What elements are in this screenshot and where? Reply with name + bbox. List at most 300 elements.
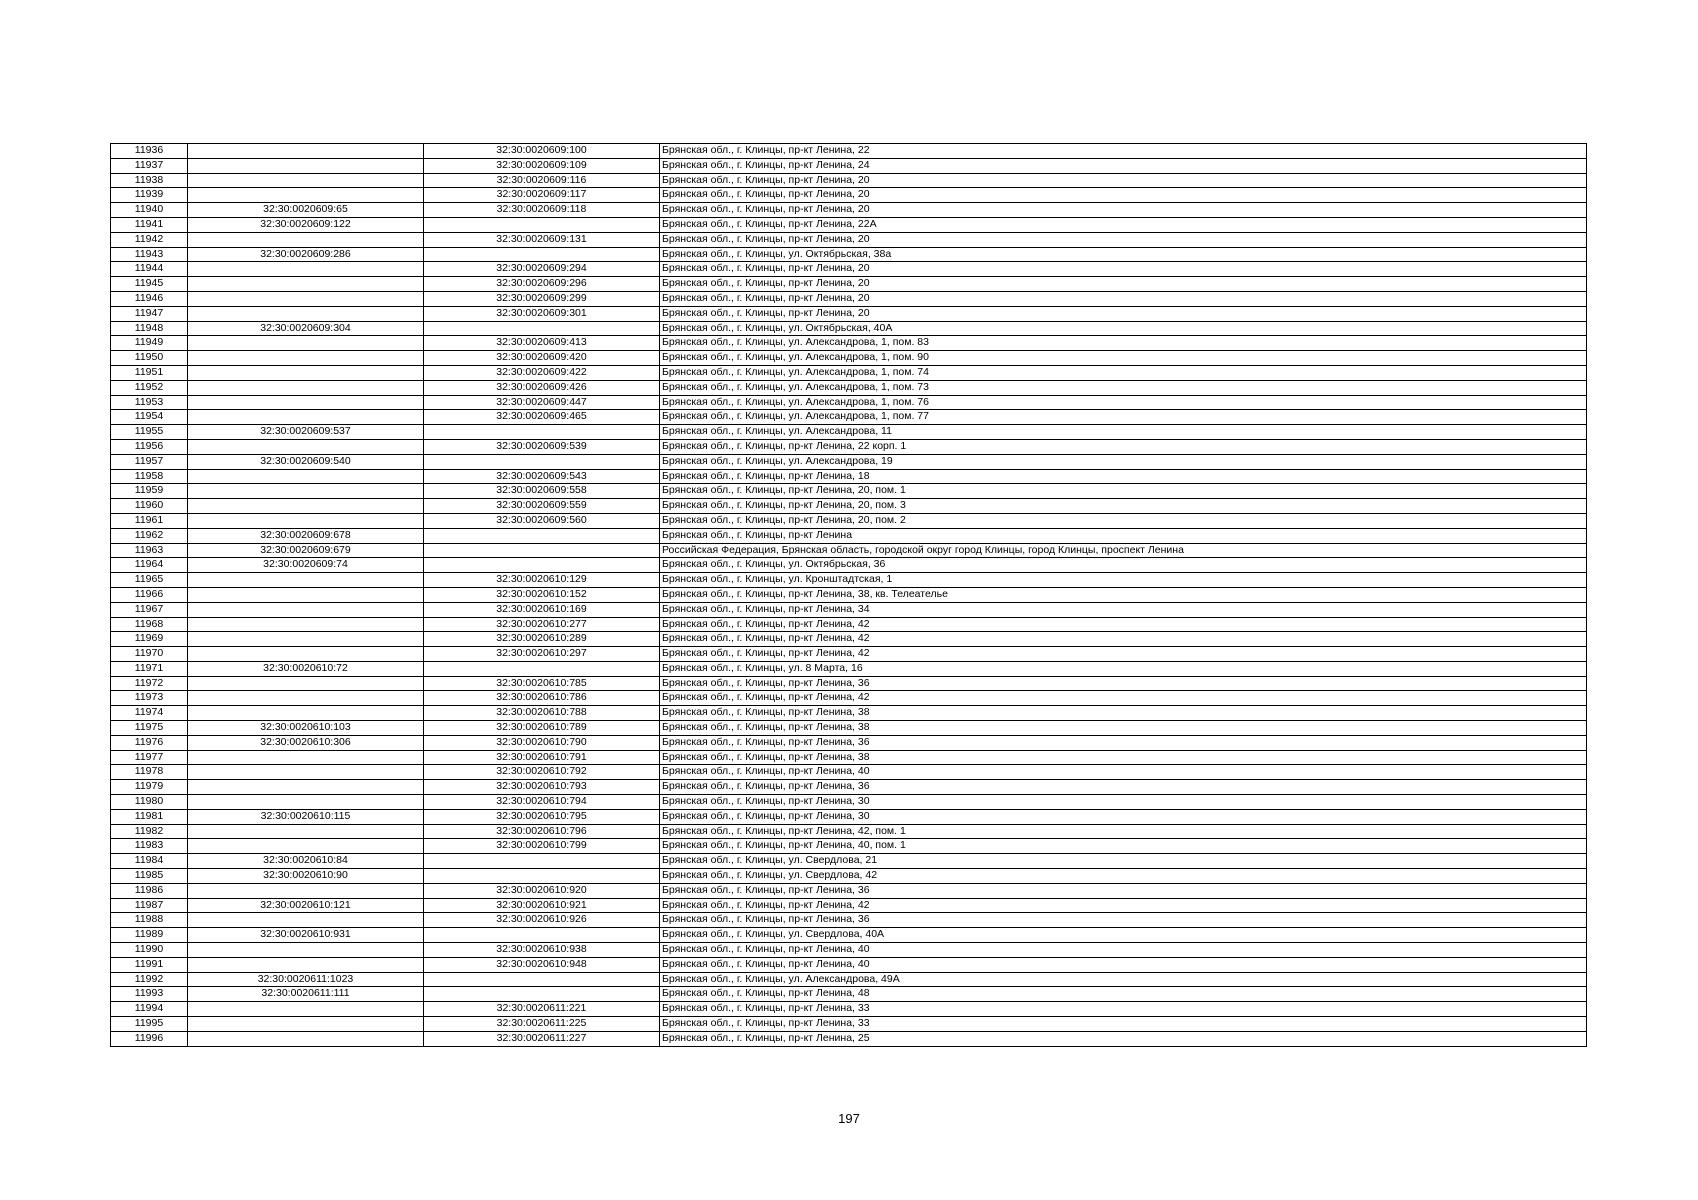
row-number-cell: 11954 <box>111 410 188 425</box>
row-number-cell: 11949 <box>111 336 188 351</box>
building-cadastral-cell: 32:30:0020610:796 <box>424 824 660 839</box>
address-cell: Брянская обл., г. Клинцы, пр-кт Ленина, 33 <box>660 1002 1587 1017</box>
building-cadastral-cell: 32:30:0020609:559 <box>424 499 660 514</box>
row-number-cell: 11995 <box>111 1017 188 1032</box>
land-cadastral-cell: 32:30:0020609:678 <box>188 528 424 543</box>
land-cadastral-cell <box>188 795 424 810</box>
address-cell: Брянская обл., г. Клинцы, ул. Свердлова, 40А <box>660 928 1587 943</box>
land-cadastral-cell <box>188 188 424 203</box>
address-cell: Брянская обл., г. Клинцы, пр-кт Ленина, 40 <box>660 957 1587 972</box>
building-cadastral-cell: 32:30:0020609:299 <box>424 291 660 306</box>
land-cadastral-cell <box>188 499 424 514</box>
building-cadastral-cell: 32:30:0020611:221 <box>424 1002 660 1017</box>
land-cadastral-cell <box>188 484 424 499</box>
land-cadastral-cell <box>188 336 424 351</box>
row-number-cell: 11948 <box>111 321 188 336</box>
land-cadastral-cell <box>188 602 424 617</box>
table-row <box>111 1002 1587 1017</box>
table-row <box>111 706 1587 721</box>
address-cell: Брянская обл., г. Клинцы, пр-кт Ленина, 36 <box>660 676 1587 691</box>
table-row <box>111 987 1587 1002</box>
row-number-cell: 11967 <box>111 602 188 617</box>
building-cadastral-cell: 32:30:0020610:793 <box>424 780 660 795</box>
building-cadastral-cell: 32:30:0020610:794 <box>424 795 660 810</box>
land-cadastral-cell: 32:30:0020609:65 <box>188 203 424 218</box>
land-cadastral-cell <box>188 573 424 588</box>
address-cell: Брянская обл., г. Клинцы, ул. Октябрьская, 36 <box>660 558 1587 573</box>
building-cadastral-cell: 32:30:0020609:100 <box>424 144 660 159</box>
address-cell: Брянская обл., г. Клинцы, пр-кт Ленина, 42 <box>660 617 1587 632</box>
table-row <box>111 528 1587 543</box>
land-cadastral-cell <box>188 1017 424 1032</box>
land-cadastral-cell <box>188 957 424 972</box>
row-number-cell: 11951 <box>111 365 188 380</box>
row-number-cell: 11972 <box>111 676 188 691</box>
table-row <box>111 558 1587 573</box>
address-cell: Брянская обл., г. Клинцы, пр-кт Ленина, 38, кв. Телеателье <box>660 587 1587 602</box>
building-cadastral-cell <box>424 869 660 884</box>
building-cadastral-cell: 32:30:0020610:791 <box>424 750 660 765</box>
row-number-cell: 11962 <box>111 528 188 543</box>
address-cell: Брянская обл., г. Клинцы, пр-кт Ленина, 30 <box>660 795 1587 810</box>
address-cell: Брянская обл., г. Клинцы, пр-кт Ленина, 36 <box>660 780 1587 795</box>
land-cadastral-cell <box>188 351 424 366</box>
address-cell: Брянская обл., г. Клинцы, пр-кт Ленина, 40 <box>660 943 1587 958</box>
row-number-cell: 11996 <box>111 1031 188 1046</box>
table-row <box>111 499 1587 514</box>
table-row <box>111 365 1587 380</box>
land-cadastral-cell <box>188 291 424 306</box>
row-number-cell: 11964 <box>111 558 188 573</box>
page-number: 197 <box>838 1111 860 1126</box>
row-number-cell: 11953 <box>111 395 188 410</box>
row-number-cell: 11973 <box>111 691 188 706</box>
row-number-cell: 11991 <box>111 957 188 972</box>
table-body <box>111 144 1587 1047</box>
row-number-cell: 11975 <box>111 721 188 736</box>
address-cell: Брянская обл., г. Клинцы, пр-кт Ленина, 38 <box>660 721 1587 736</box>
table-row <box>111 869 1587 884</box>
building-cadastral-cell: 32:30:0020610:129 <box>424 573 660 588</box>
land-cadastral-cell <box>188 173 424 188</box>
address-cell: Брянская обл., г. Клинцы, пр-кт Ленина, 18 <box>660 469 1587 484</box>
address-cell: Брянская обл., г. Клинцы, ул. Александрова, 1, пом. 74 <box>660 365 1587 380</box>
building-cadastral-cell <box>424 928 660 943</box>
table-row <box>111 809 1587 824</box>
land-cadastral-cell: 32:30:0020610:103 <box>188 721 424 736</box>
table-row <box>111 410 1587 425</box>
address-cell: Брянская обл., г. Клинцы, ул. Александрова, 49А <box>660 972 1587 987</box>
land-cadastral-cell <box>188 883 424 898</box>
land-cadastral-cell <box>188 1002 424 1017</box>
building-cadastral-cell <box>424 543 660 558</box>
table-row <box>111 395 1587 410</box>
table-row <box>111 247 1587 262</box>
building-cadastral-cell: 32:30:0020610:789 <box>424 721 660 736</box>
land-cadastral-cell <box>188 706 424 721</box>
row-number-cell: 11958 <box>111 469 188 484</box>
table-row <box>111 632 1587 647</box>
building-cadastral-cell <box>424 425 660 440</box>
address-cell: Брянская обл., г. Клинцы, пр-кт Ленина, 33 <box>660 1017 1587 1032</box>
table-row <box>111 765 1587 780</box>
row-number-cell: 11985 <box>111 869 188 884</box>
land-cadastral-cell <box>188 647 424 662</box>
address-cell: Брянская обл., г. Клинцы, пр-кт Ленина, 20 <box>660 262 1587 277</box>
building-cadastral-cell <box>424 454 660 469</box>
table-row <box>111 262 1587 277</box>
land-cadastral-cell <box>188 839 424 854</box>
table-row <box>111 602 1587 617</box>
address-cell: Брянская обл., г. Клинцы, пр-кт Ленина, 42 <box>660 632 1587 647</box>
address-cell: Брянская обл., г. Клинцы, пр-кт Ленина, 36 <box>660 913 1587 928</box>
address-cell: Брянская обл., г. Клинцы, пр-кт Ленина, 34 <box>660 602 1587 617</box>
building-cadastral-cell: 32:30:0020609:426 <box>424 380 660 395</box>
table-row <box>111 1017 1587 1032</box>
land-cadastral-cell <box>188 158 424 173</box>
land-cadastral-cell: 32:30:0020610:306 <box>188 735 424 750</box>
land-cadastral-cell: 32:30:0020611:111 <box>188 987 424 1002</box>
row-number-cell: 11937 <box>111 158 188 173</box>
address-cell: Брянская обл., г. Клинцы, пр-кт Ленина, 20 <box>660 188 1587 203</box>
cadastral-table <box>110 143 1587 1047</box>
building-cadastral-cell: 32:30:0020609:539 <box>424 439 660 454</box>
row-number-cell: 11965 <box>111 573 188 588</box>
table-row <box>111 898 1587 913</box>
address-cell: Брянская обл., г. Клинцы, пр-кт Ленина, 20 <box>660 277 1587 292</box>
table-row <box>111 425 1587 440</box>
building-cadastral-cell <box>424 987 660 1002</box>
address-cell: Брянская обл., г. Клинцы, ул. Октябрьская, 40А <box>660 321 1587 336</box>
address-cell: Российская Федерация, Брянская область, городской округ город Клинцы, город Клинцы, проспект Ленина <box>660 543 1587 558</box>
row-number-cell: 11944 <box>111 262 188 277</box>
land-cadastral-cell: 32:30:0020610:121 <box>188 898 424 913</box>
building-cadastral-cell: 32:30:0020609:301 <box>424 306 660 321</box>
land-cadastral-cell: 32:30:0020609:74 <box>188 558 424 573</box>
table-row <box>111 913 1587 928</box>
land-cadastral-cell: 32:30:0020610:931 <box>188 928 424 943</box>
table-row <box>111 351 1587 366</box>
land-cadastral-cell: 32:30:0020610:90 <box>188 869 424 884</box>
address-cell: Брянская обл., г. Клинцы, пр-кт Ленина, 24 <box>660 158 1587 173</box>
row-number-cell: 11984 <box>111 854 188 869</box>
address-cell: Брянская обл., г. Клинцы, ул. Октябрьская, 38а <box>660 247 1587 262</box>
table-row <box>111 943 1587 958</box>
building-cadastral-cell: 32:30:0020610:277 <box>424 617 660 632</box>
address-cell: Брянская обл., г. Клинцы, пр-кт Ленина, 38 <box>660 706 1587 721</box>
row-number-cell: 11976 <box>111 735 188 750</box>
building-cadastral-cell: 32:30:0020610:152 <box>424 587 660 602</box>
table-row <box>111 513 1587 528</box>
address-cell: Брянская обл., г. Клинцы, пр-кт Ленина, 20 <box>660 173 1587 188</box>
building-cadastral-cell <box>424 558 660 573</box>
row-number-cell: 11992 <box>111 972 188 987</box>
building-cadastral-cell <box>424 528 660 543</box>
land-cadastral-cell <box>188 439 424 454</box>
table-row <box>111 321 1587 336</box>
address-cell: Брянская обл., г. Клинцы, пр-кт Ленина, 20 <box>660 203 1587 218</box>
address-cell: Брянская обл., г. Клинцы, ул. Свердлова, 42 <box>660 869 1587 884</box>
row-number-cell: 11945 <box>111 277 188 292</box>
row-number-cell: 11981 <box>111 809 188 824</box>
table-row <box>111 721 1587 736</box>
land-cadastral-cell: 32:30:0020609:286 <box>188 247 424 262</box>
row-number-cell: 11986 <box>111 883 188 898</box>
row-number-cell: 11971 <box>111 661 188 676</box>
building-cadastral-cell: 32:30:0020610:785 <box>424 676 660 691</box>
land-cadastral-cell <box>188 513 424 528</box>
building-cadastral-cell: 32:30:0020609:118 <box>424 203 660 218</box>
land-cadastral-cell <box>188 306 424 321</box>
land-cadastral-cell: 32:30:0020609:540 <box>188 454 424 469</box>
land-cadastral-cell <box>188 277 424 292</box>
address-cell: Брянская обл., г. Клинцы, пр-кт Ленина, 22 <box>660 144 1587 159</box>
table-row <box>111 573 1587 588</box>
table-row <box>111 336 1587 351</box>
address-cell: Брянская обл., г. Клинцы, пр-кт Ленина, 20, пом. 1 <box>660 484 1587 499</box>
building-cadastral-cell <box>424 321 660 336</box>
row-number-cell: 11990 <box>111 943 188 958</box>
row-number-cell: 11940 <box>111 203 188 218</box>
land-cadastral-cell: 32:30:0020609:122 <box>188 217 424 232</box>
table-row <box>111 188 1587 203</box>
building-cadastral-cell: 32:30:0020610:786 <box>424 691 660 706</box>
building-cadastral-cell: 32:30:0020610:289 <box>424 632 660 647</box>
land-cadastral-cell <box>188 943 424 958</box>
building-cadastral-cell: 32:30:0020610:792 <box>424 765 660 780</box>
land-cadastral-cell <box>188 410 424 425</box>
table-row <box>111 232 1587 247</box>
land-cadastral-cell: 32:30:0020609:537 <box>188 425 424 440</box>
table-row <box>111 1031 1587 1046</box>
row-number-cell: 11983 <box>111 839 188 854</box>
row-number-cell: 11978 <box>111 765 188 780</box>
building-cadastral-cell: 32:30:0020609:422 <box>424 365 660 380</box>
building-cadastral-cell <box>424 247 660 262</box>
building-cadastral-cell: 32:30:0020609:560 <box>424 513 660 528</box>
building-cadastral-cell: 32:30:0020610:788 <box>424 706 660 721</box>
row-number-cell: 11987 <box>111 898 188 913</box>
building-cadastral-cell: 32:30:0020610:799 <box>424 839 660 854</box>
table-row <box>111 277 1587 292</box>
building-cadastral-cell: 32:30:0020610:948 <box>424 957 660 972</box>
address-cell: Брянская обл., г. Клинцы, пр-кт Ленина, 20 <box>660 291 1587 306</box>
address-cell: Брянская обл., г. Клинцы, пр-кт Ленина, 20, пом. 3 <box>660 499 1587 514</box>
table-row <box>111 306 1587 321</box>
table-row <box>111 676 1587 691</box>
row-number-cell: 11974 <box>111 706 188 721</box>
row-number-cell: 11988 <box>111 913 188 928</box>
row-number-cell: 11952 <box>111 380 188 395</box>
row-number-cell: 11966 <box>111 587 188 602</box>
building-cadastral-cell: 32:30:0020611:225 <box>424 1017 660 1032</box>
building-cadastral-cell: 32:30:0020610:926 <box>424 913 660 928</box>
table-row <box>111 617 1587 632</box>
land-cadastral-cell <box>188 750 424 765</box>
address-cell: Брянская обл., г. Клинцы, ул. Александрова, 11 <box>660 425 1587 440</box>
address-cell: Брянская обл., г. Клинцы, пр-кт Ленина, 20 <box>660 306 1587 321</box>
address-cell: Брянская обл., г. Клинцы, пр-кт Ленина, 36 <box>660 883 1587 898</box>
land-cadastral-cell: 32:30:0020609:679 <box>188 543 424 558</box>
address-cell: Брянская обл., г. Клинцы, ул. Александрова, 1, пом. 83 <box>660 336 1587 351</box>
row-number-cell: 11947 <box>111 306 188 321</box>
row-number-cell: 11989 <box>111 928 188 943</box>
land-cadastral-cell <box>188 262 424 277</box>
land-cadastral-cell: 32:30:0020610:84 <box>188 854 424 869</box>
land-cadastral-cell <box>188 765 424 780</box>
row-number-cell: 11993 <box>111 987 188 1002</box>
address-cell: Брянская обл., г. Клинцы, пр-кт Ленина, 48 <box>660 987 1587 1002</box>
land-cadastral-cell <box>188 395 424 410</box>
building-cadastral-cell: 32:30:0020610:795 <box>424 809 660 824</box>
table-row <box>111 173 1587 188</box>
building-cadastral-cell: 32:30:0020610:169 <box>424 602 660 617</box>
table-row <box>111 203 1587 218</box>
building-cadastral-cell: 32:30:0020609:294 <box>424 262 660 277</box>
row-number-cell: 11980 <box>111 795 188 810</box>
land-cadastral-cell <box>188 824 424 839</box>
row-number-cell: 11938 <box>111 173 188 188</box>
building-cadastral-cell: 32:30:0020609:543 <box>424 469 660 484</box>
row-number-cell: 11939 <box>111 188 188 203</box>
table-row <box>111 883 1587 898</box>
row-number-cell: 11960 <box>111 499 188 514</box>
row-number-cell: 11970 <box>111 647 188 662</box>
table-row <box>111 824 1587 839</box>
row-number-cell: 11942 <box>111 232 188 247</box>
building-cadastral-cell: 32:30:0020609:116 <box>424 173 660 188</box>
row-number-cell: 11968 <box>111 617 188 632</box>
table-row <box>111 691 1587 706</box>
table-row <box>111 144 1587 159</box>
land-cadastral-cell: 32:30:0020609:304 <box>188 321 424 336</box>
land-cadastral-cell <box>188 144 424 159</box>
row-number-cell: 11961 <box>111 513 188 528</box>
address-cell: Брянская обл., г. Клинцы, пр-кт Ленина, 42, пом. 1 <box>660 824 1587 839</box>
address-cell: Брянская обл., г. Клинцы, пр-кт Ленина, 40, пом. 1 <box>660 839 1587 854</box>
building-cadastral-cell: 32:30:0020610:921 <box>424 898 660 913</box>
land-cadastral-cell <box>188 469 424 484</box>
address-cell: Брянская обл., г. Клинцы, ул. 8 Марта, 16 <box>660 661 1587 676</box>
row-number-cell: 11979 <box>111 780 188 795</box>
building-cadastral-cell: 32:30:0020611:227 <box>424 1031 660 1046</box>
row-number-cell: 11943 <box>111 247 188 262</box>
building-cadastral-cell: 32:30:0020609:296 <box>424 277 660 292</box>
address-cell: Брянская обл., г. Клинцы, пр-кт Ленина, 42 <box>660 898 1587 913</box>
address-cell: Брянская обл., г. Клинцы, пр-кт Ленина, 36 <box>660 735 1587 750</box>
table-row <box>111 158 1587 173</box>
table-row <box>111 439 1587 454</box>
address-cell: Брянская обл., г. Клинцы, ул. Александрова, 1, пом. 73 <box>660 380 1587 395</box>
land-cadastral-cell <box>188 617 424 632</box>
row-number-cell: 11994 <box>111 1002 188 1017</box>
table-row <box>111 217 1587 232</box>
land-cadastral-cell <box>188 780 424 795</box>
address-cell: Брянская обл., г. Клинцы, пр-кт Ленина, 38 <box>660 750 1587 765</box>
building-cadastral-cell <box>424 972 660 987</box>
row-number-cell: 11969 <box>111 632 188 647</box>
table-row <box>111 780 1587 795</box>
table-row <box>111 380 1587 395</box>
land-cadastral-cell <box>188 587 424 602</box>
table-row <box>111 928 1587 943</box>
building-cadastral-cell: 32:30:0020610:938 <box>424 943 660 958</box>
table-row <box>111 587 1587 602</box>
land-cadastral-cell: 32:30:0020610:72 <box>188 661 424 676</box>
table-row <box>111 454 1587 469</box>
address-cell: Брянская обл., г. Клинцы, ул. Александрова, 19 <box>660 454 1587 469</box>
table-row <box>111 469 1587 484</box>
building-cadastral-cell: 32:30:0020610:920 <box>424 883 660 898</box>
building-cadastral-cell <box>424 217 660 232</box>
row-number-cell: 11957 <box>111 454 188 469</box>
address-cell: Брянская обл., г. Клинцы, пр-кт Ленина, 22А <box>660 217 1587 232</box>
land-cadastral-cell <box>188 632 424 647</box>
row-number-cell: 11959 <box>111 484 188 499</box>
building-cadastral-cell: 32:30:0020609:413 <box>424 336 660 351</box>
address-cell: Брянская обл., г. Клинцы, пр-кт Ленина, 25 <box>660 1031 1587 1046</box>
table-row <box>111 291 1587 306</box>
address-cell: Брянская обл., г. Клинцы, пр-кт Ленина, 20, пом. 2 <box>660 513 1587 528</box>
row-number-cell: 11946 <box>111 291 188 306</box>
building-cadastral-cell: 32:30:0020610:790 <box>424 735 660 750</box>
row-number-cell: 11982 <box>111 824 188 839</box>
building-cadastral-cell: 32:30:0020609:447 <box>424 395 660 410</box>
table-row <box>111 839 1587 854</box>
address-cell: Брянская обл., г. Клинцы, ул. Свердлова, 21 <box>660 854 1587 869</box>
land-cadastral-cell <box>188 691 424 706</box>
row-number-cell: 11956 <box>111 439 188 454</box>
table-row <box>111 750 1587 765</box>
table-row <box>111 647 1587 662</box>
table-row <box>111 972 1587 987</box>
building-cadastral-cell: 32:30:0020609:420 <box>424 351 660 366</box>
table-row <box>111 795 1587 810</box>
land-cadastral-cell <box>188 365 424 380</box>
building-cadastral-cell: 32:30:0020610:297 <box>424 647 660 662</box>
land-cadastral-cell <box>188 1031 424 1046</box>
row-number-cell: 11963 <box>111 543 188 558</box>
building-cadastral-cell: 32:30:0020609:131 <box>424 232 660 247</box>
building-cadastral-cell: 32:30:0020609:558 <box>424 484 660 499</box>
address-cell: Брянская обл., г. Клинцы, пр-кт Ленина, 42 <box>660 647 1587 662</box>
row-number-cell: 11936 <box>111 144 188 159</box>
table-row <box>111 854 1587 869</box>
address-cell: Брянская обл., г. Клинцы, пр-кт Ленина, 20 <box>660 232 1587 247</box>
table-row <box>111 661 1587 676</box>
address-cell: Брянская обл., г. Клинцы, пр-кт Ленина, 30 <box>660 809 1587 824</box>
building-cadastral-cell <box>424 661 660 676</box>
table-row <box>111 957 1587 972</box>
address-cell: Брянская обл., г. Клинцы, пр-кт Ленина, 22 корп. 1 <box>660 439 1587 454</box>
land-cadastral-cell: 32:30:0020610:115 <box>188 809 424 824</box>
address-cell: Брянская обл., г. Клинцы, пр-кт Ленина, 42 <box>660 691 1587 706</box>
row-number-cell: 11941 <box>111 217 188 232</box>
land-cadastral-cell <box>188 913 424 928</box>
land-cadastral-cell <box>188 380 424 395</box>
row-number-cell: 11955 <box>111 425 188 440</box>
building-cadastral-cell: 32:30:0020609:109 <box>424 158 660 173</box>
building-cadastral-cell: 32:30:0020609:117 <box>424 188 660 203</box>
address-cell: Брянская обл., г. Клинцы, ул. Александрова, 1, пом. 77 <box>660 410 1587 425</box>
address-cell: Брянская обл., г. Клинцы, ул. Кронштадтская, 1 <box>660 573 1587 588</box>
row-number-cell: 11950 <box>111 351 188 366</box>
table-row <box>111 735 1587 750</box>
land-cadastral-cell <box>188 676 424 691</box>
address-cell: Брянская обл., г. Клинцы, пр-кт Ленина, 40 <box>660 765 1587 780</box>
table-row <box>111 484 1587 499</box>
address-cell: Брянская обл., г. Клинцы, пр-кт Ленина <box>660 528 1587 543</box>
